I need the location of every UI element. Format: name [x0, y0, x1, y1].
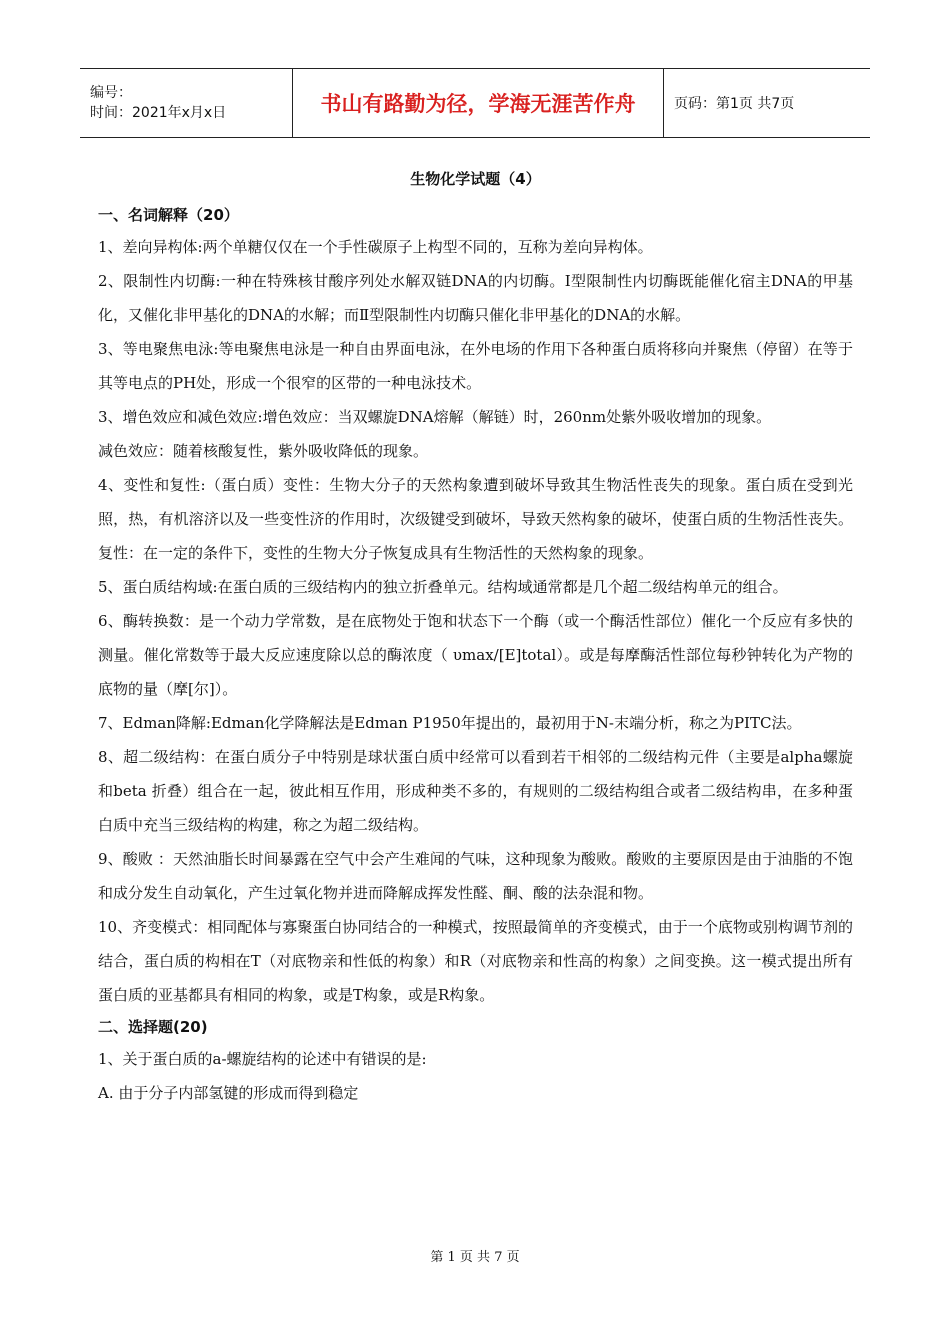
number-label: 编号： [90, 85, 132, 101]
page-info: 页码：第1页 共7页 [674, 96, 795, 112]
motto-text: 书山有路勤为径，学海无涯苦作舟 [320, 92, 636, 116]
definition-item: 6、酶转换数：是一个动力学常数，是在底物处于饱和状态下一个酶（或一个酶活性部位）催化一个反应有多快的测量。催化常数等于最大反应速度除以总的酶浓度（ υmax/[E]total）。或是每摩酶活性部位每秒钟转化为产物的底物的量（摩[尔]）。 [98, 612, 853, 698]
definition-item: 3、增色效应和减色效应:增色效应：当双螺旋DNA熔解（解链）时，260nm处紫外吸收增加的现象。 [98, 408, 772, 426]
time-label: 时间：2021年x月x日 [90, 105, 227, 121]
definition-item: 5、蛋白质结构域:在蛋白质的三级结构内的独立折叠单元。结构域通常都是几个超二级结构单元的组合。 [98, 578, 788, 596]
section-heading-choice: 二、选择题(20) [98, 1018, 208, 1036]
definition-item: 10、齐变模式：相同配体与寡聚蛋白协同结合的一种模式，按照最简单的齐变模式，由于一个底物或别构调节剂的结合，蛋白质的构相在T（对底物亲和性低的构象）和R（对底物亲和性高的构象）之间变换。这一模式提出所有蛋白质的亚基都具有相同的构象，或是T构象，或是R构象。 [98, 918, 853, 1004]
document-title: 生物化学试题（4） [410, 170, 541, 188]
header-motto-cell [293, 69, 664, 137]
header-page-cell [664, 69, 794, 137]
definition-item: 1、差向异构体:两个单糖仅仅在一个手性碳原子上构型不同的，互称为差向异构体。 [98, 238, 653, 256]
definition-item: 2、限制性内切酶:一种在特殊核甘酸序列处水解双链DNA的内切酶。Ⅰ型限制性内切酶既能催化宿主DNA的甲基化，又催化非甲基化的DNA的水解；而Ⅱ型限制性内切酶只催化非甲基化的DNA的水解。 [98, 272, 853, 324]
definition-item: 3、等电聚焦电泳:等电聚焦电泳是一种自由界面电泳，在外电场的作用下各种蛋白质将移向并聚焦（停留）在等于其等电点的PH处，形成一个很窄的区带的一种电泳技术。 [98, 340, 853, 392]
header-meta [80, 69, 293, 137]
section-heading-definitions: 一、名词解释（20） [98, 206, 239, 224]
question-item: 1、关于蛋白质的a-螺旋结构的论述中有错误的是: [98, 1050, 427, 1068]
definition-item: 7、Edman降解:Edman化学降解法是Edman P1950年提出的，最初用于N-末端分析，称之为PITC法。 [98, 714, 802, 732]
page-header [80, 68, 870, 138]
document-body [98, 168, 853, 1110]
question-option: A. 由于分子内部氢键的形成而得到稳定 [98, 1084, 359, 1102]
definition-item: 减色效应：随着核酸复性，紫外吸收降低的现象。 [98, 442, 429, 460]
definition-item: 9、酸败 ：天然油脂长时间暴露在空气中会产生难闻的气味，这种现象为酸败。酸败的主要原因是由于油脂的不饱和成分发生自动氧化，产生过氧化物并进而降解成挥发性醛、酮、酸的法杂混和物。 [98, 850, 853, 902]
definition-item: 4、变性和复性:（蛋白质）变性：生物大分子的天然构象遭到破坏导致其生物活性丧失的现象。蛋白质在受到光照，热，有机溶济以及一些变性济的作用时，次级键受到破坏，导致天然构象的破坏，使蛋白质的生物活性丧失。复性：在一定的条件下，变性的生物大分子恢复成具有生物活性的天然构象的现象。 [98, 476, 853, 562]
page-footer: 第 1 页 共 7 页 [430, 1250, 520, 1265]
definition-item: 8、超二级结构：在蛋白质分子中特别是球状蛋白质中经常可以看到若干相邻的二级结构元件（主要是alpha螺旋 和beta 折叠）组合在一起，彼此相互作用，形成种类不多的，有规则的二级结构组合或者二级结构串，在多种蛋白质中充当三级结构的构建，称之为超二级结构。 [98, 748, 853, 834]
